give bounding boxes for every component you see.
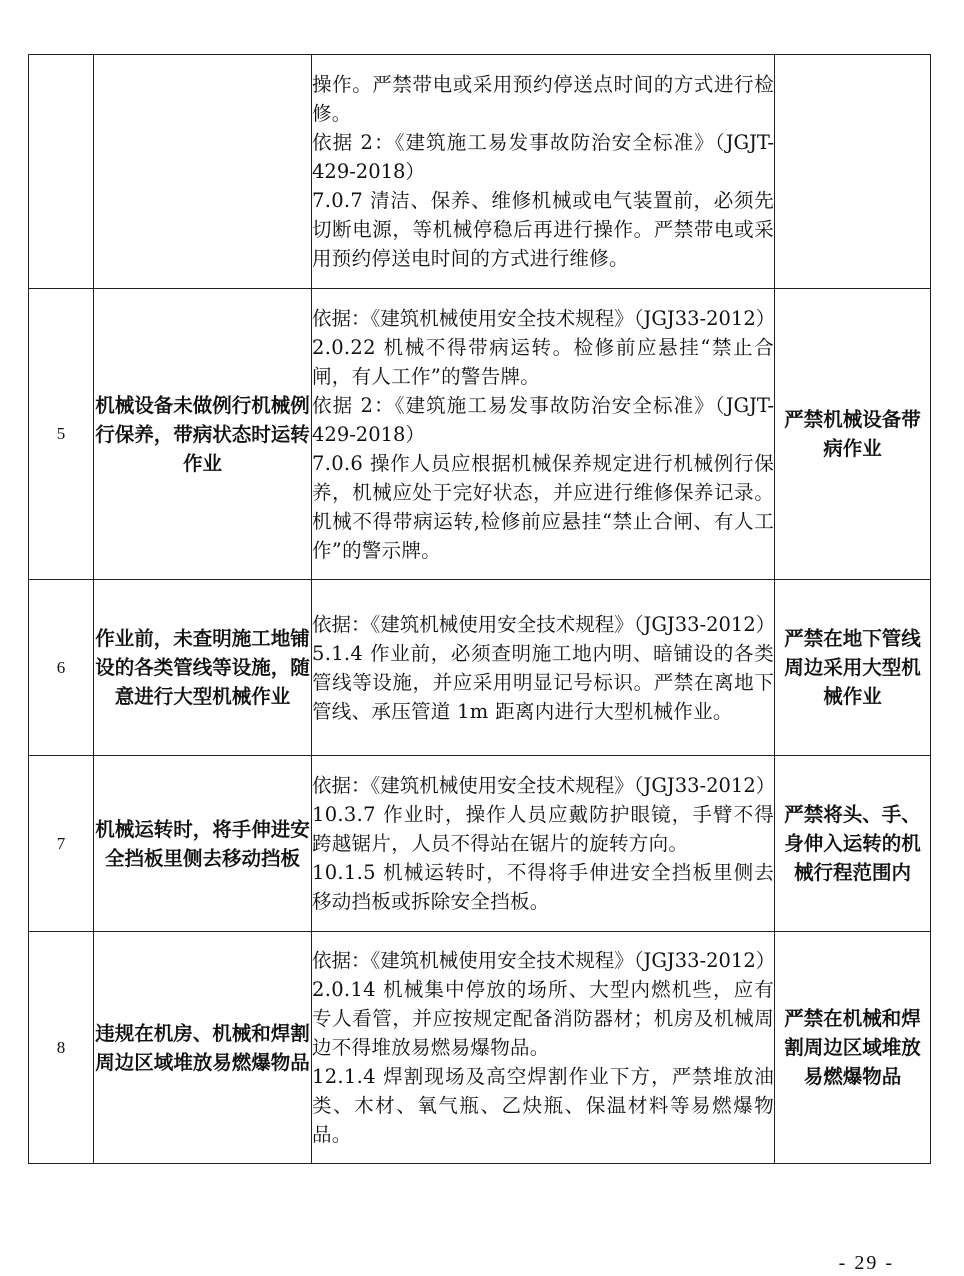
basis-paragraph: 7.0.6 操作人员应根据机械保养规定进行机械例行保养，机械应处于完好状态，并应进行维修保养记录。机械不得带病运转,检修前应悬挂“禁止合闸、有人工作”的警示牌。: [312, 451, 774, 562]
regulation-basis: [312, 55, 775, 289]
basis-paragraph: 2.0.22 机械不得带病运转。检修前应悬挂“禁止合闸，有人工作”的警告牌。: [312, 335, 774, 388]
basis-paragraph: 依据：《建筑机械使用安全技术规程》（JGJ33-2012）: [312, 949, 776, 972]
hazard-description: 机械设备未做例行机械例行保养，带病状态时运转作业: [94, 289, 312, 580]
row-number: 5: [29, 289, 94, 580]
row-number: 6: [29, 580, 94, 756]
basis-paragraph: 5.1.4 作业前，必须查明施工地内明、暗铺设的各类管线等设施，并应采用明显记号标识。严禁在离地下管线、承压管道 1m 距离内进行大型机械作业。: [312, 641, 774, 723]
row-number: 8: [29, 932, 94, 1164]
regulation-basis: [312, 580, 775, 756]
basis-paragraph: 依据：《建筑机械使用安全技术规程》（JGJ33-2012）: [312, 612, 776, 636]
basis-paragraph: 10.1.5 机械运转时，不得将手伸进安全挡板里侧去移动挡板或拆除安全挡板。: [312, 861, 774, 913]
table-row: [29, 289, 931, 580]
prohibition: 严禁将头、手、身伸入运转的机械行程范围内: [775, 756, 931, 932]
basis-paragraph: 12.1.4 焊割现场及高空焊割作业下方，严禁堆放油类、木材、氧气瓶、乙炔瓶、保温材料等易燃爆物品。: [312, 1065, 774, 1146]
basis-paragraph: 依据 2：《建筑施工易发事故防治安全标准》（JGJT-429-2018）: [312, 393, 774, 446]
regulation-basis: [312, 289, 775, 580]
table-row: [29, 55, 931, 289]
prohibition: 严禁在机械和焊割周边区域堆放易燃爆物品: [775, 932, 931, 1164]
prohibition: [775, 55, 931, 289]
basis-paragraph: 依据 2：《建筑施工易发事故防治安全标准》（JGJT-429-2018）: [312, 131, 774, 183]
regulation-table: [28, 54, 931, 1164]
row-number: [29, 55, 94, 289]
hazard-description: 违规在机房、机械和焊割周边区域堆放易燃爆物品: [94, 932, 312, 1164]
row-number: 7: [29, 756, 94, 932]
hazard-description: 机械运转时，将手伸进安全挡板里侧去移动挡板: [94, 756, 312, 932]
table-row: [29, 932, 931, 1164]
page-number: - 29 -: [838, 1252, 894, 1274]
table-row: [29, 756, 931, 932]
basis-paragraph: 操作。严禁带电或采用预约停送点时间的方式进行检修。: [312, 73, 774, 125]
prohibition: 严禁机械设备带病作业: [775, 289, 931, 580]
basis-paragraph: 2.0.14 机械集中停放的场所、大型内燃机些，应有专人看管，并应按规定配备消防器材；机房及机械周边不得堆放易燃易爆物品。: [312, 978, 774, 1059]
basis-paragraph: 依据：《建筑机械使用安全技术规程》（JGJ33-2012）: [312, 774, 776, 797]
regulation-basis: [312, 756, 775, 932]
table-row: [29, 580, 931, 756]
hazard-description: [94, 55, 312, 289]
regulation-basis: [312, 932, 775, 1164]
basis-paragraph: 10.3.7 作业时，操作人员应戴防护眼镜，手臂不得跨越锯片，人员不得站在锯片的旋转方向。: [312, 803, 774, 855]
prohibition: 严禁在地下管线周边采用大型机械作业: [775, 580, 931, 756]
hazard-description: 作业前，未查明施工地铺设的各类管线等设施，随意进行大型机械作业: [94, 580, 312, 756]
basis-paragraph: 依据：《建筑机械使用安全技术规程》（JGJ33-2012）: [312, 306, 776, 330]
basis-paragraph: 7.0.7 清洁、保养、维修机械或电气装置前，必须先切断电源，等机械停稳后再进行操作。严禁带电或采用预约停送电时间的方式进行维修。: [312, 189, 774, 270]
